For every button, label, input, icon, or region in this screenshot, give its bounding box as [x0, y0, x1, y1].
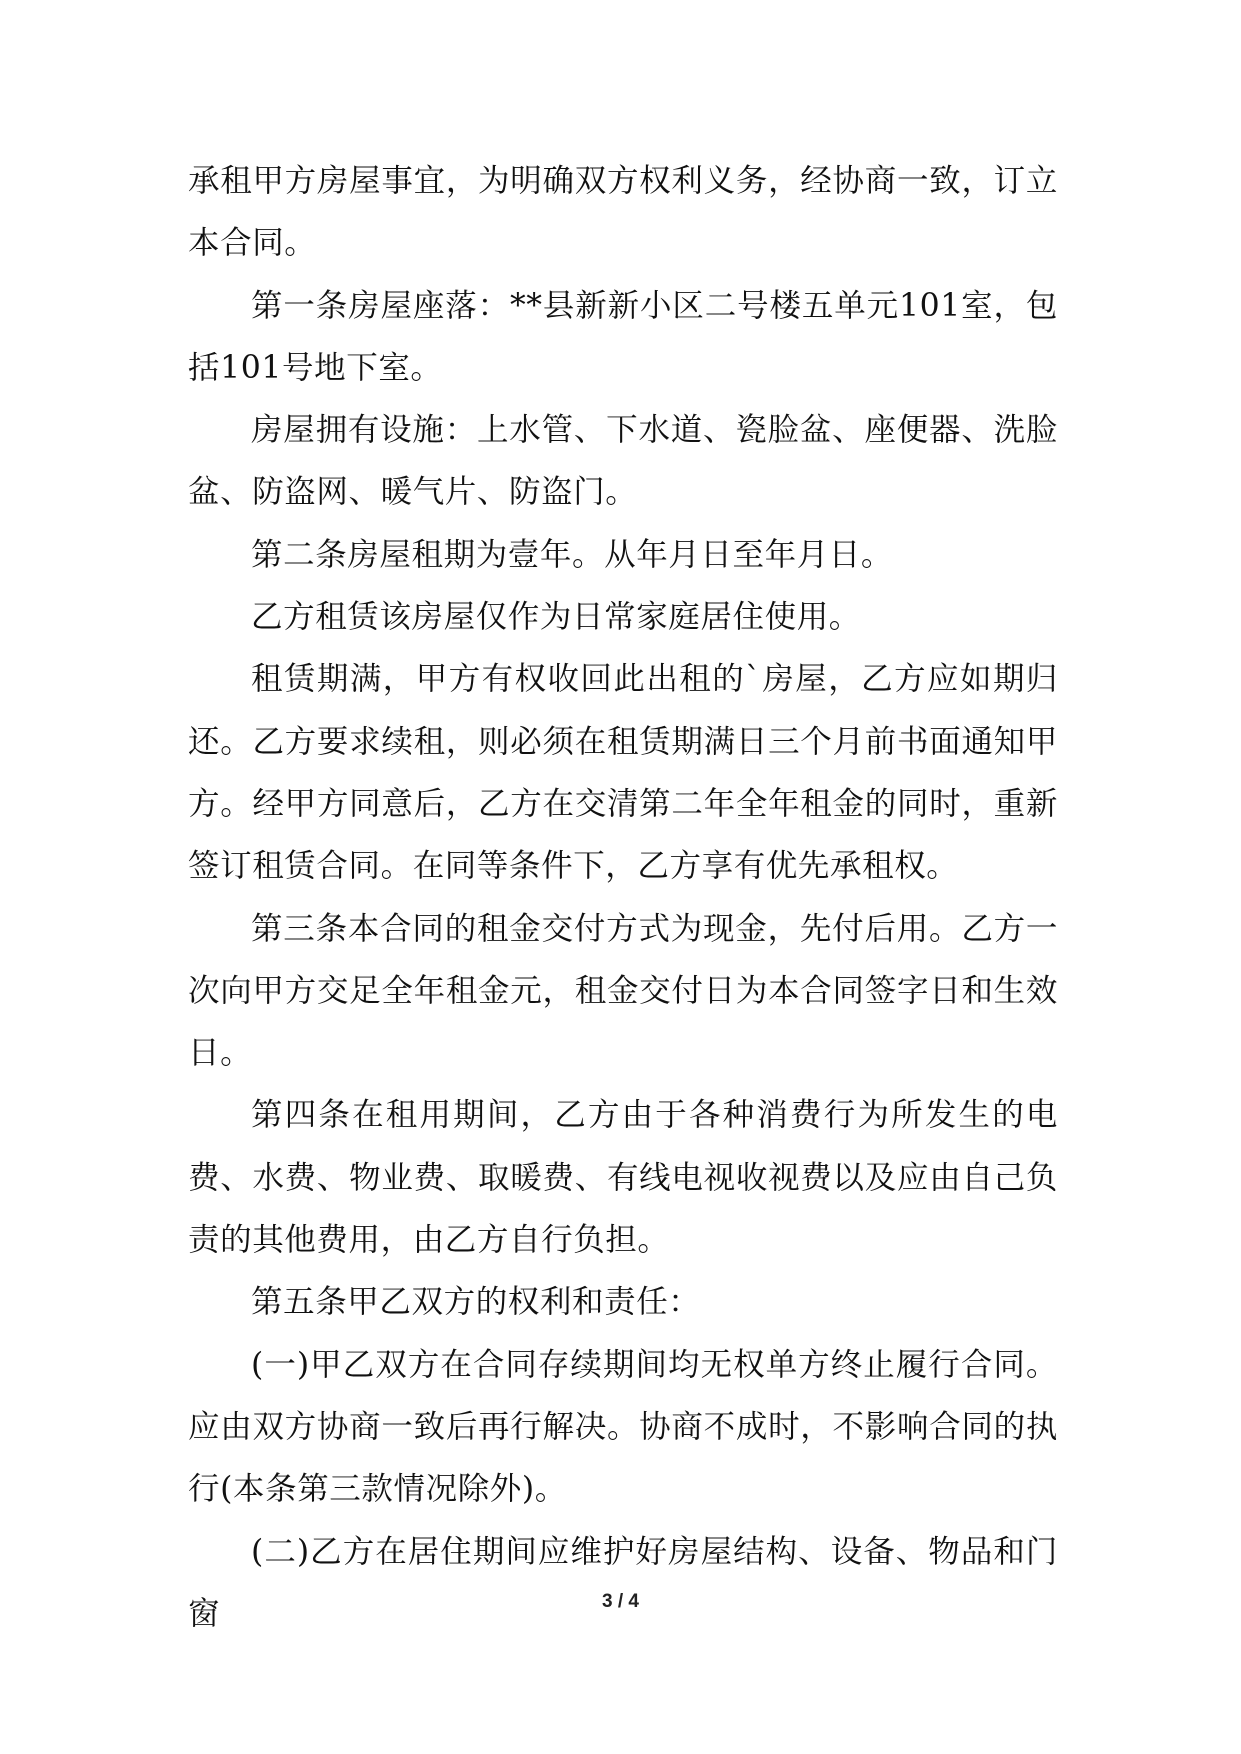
paragraph-article-1-location: 第一条房屋座落：**县新新小区二号楼五单元101室，包括101号地下室。 — [188, 287, 1058, 386]
paragraph-intro-continued: 承租甲方房屋事宜，为明确双方权利义务，经协商一致，订立本合同。 — [188, 163, 1058, 262]
paragraph-clause-1: (一)甲乙双方在合同存续期间均无权单方终止履行合同。应由双方协商一致后再行解决。协商不成时，不影响合同的执行(本条第三款情况除外)。 — [188, 1346, 1058, 1508]
paragraph-article-2-term: 第二条房屋租期为壹年。从年月日至年月日。 — [251, 536, 894, 573]
paragraph-usage: 乙方租赁该房屋仅作为日常家庭居住使用。 — [251, 599, 861, 636]
page-number: 3 / 4 — [602, 1591, 639, 1612]
paragraph-article-3-payment: 第三条本合同的租金交付方式为现金，先付后用。乙方一次向甲方交足全年租金元，租金交付日为本合同签字日和生效日。 — [188, 910, 1058, 1072]
paragraph-article-5-heading: 第五条甲乙双方的权利和责任： — [251, 1284, 701, 1321]
paragraph-article-4-expenses: 第四条在租用期间，乙方由于各种消费行为所发生的电费、水费、物业费、取暖费、有线电视收视费以及应由自己负责的其他费用，由乙方自行负担。 — [188, 1097, 1058, 1259]
paragraph-clause-2: (二)乙方在居住期间应维护好房屋结构、设备、物品和门窗 — [188, 1533, 1058, 1632]
contract-body — [188, 150, 1058, 1645]
paragraph-facilities: 房屋拥有设施：上水管、下水道、瓷脸盆、座便器、洗脸盆、防盗网、暖气片、防盗门。 — [188, 412, 1058, 511]
paragraph-renewal: 租赁期满，甲方有权收回此出租的`房屋，乙方应如期归还。乙方要求续租，则必须在租赁期满日三个月前书面通知甲方。经甲方同意后，乙方在交清第二年全年租金的同时，重新签订租赁合同。在同等条件下，乙方享有优先承租权。 — [188, 661, 1058, 885]
